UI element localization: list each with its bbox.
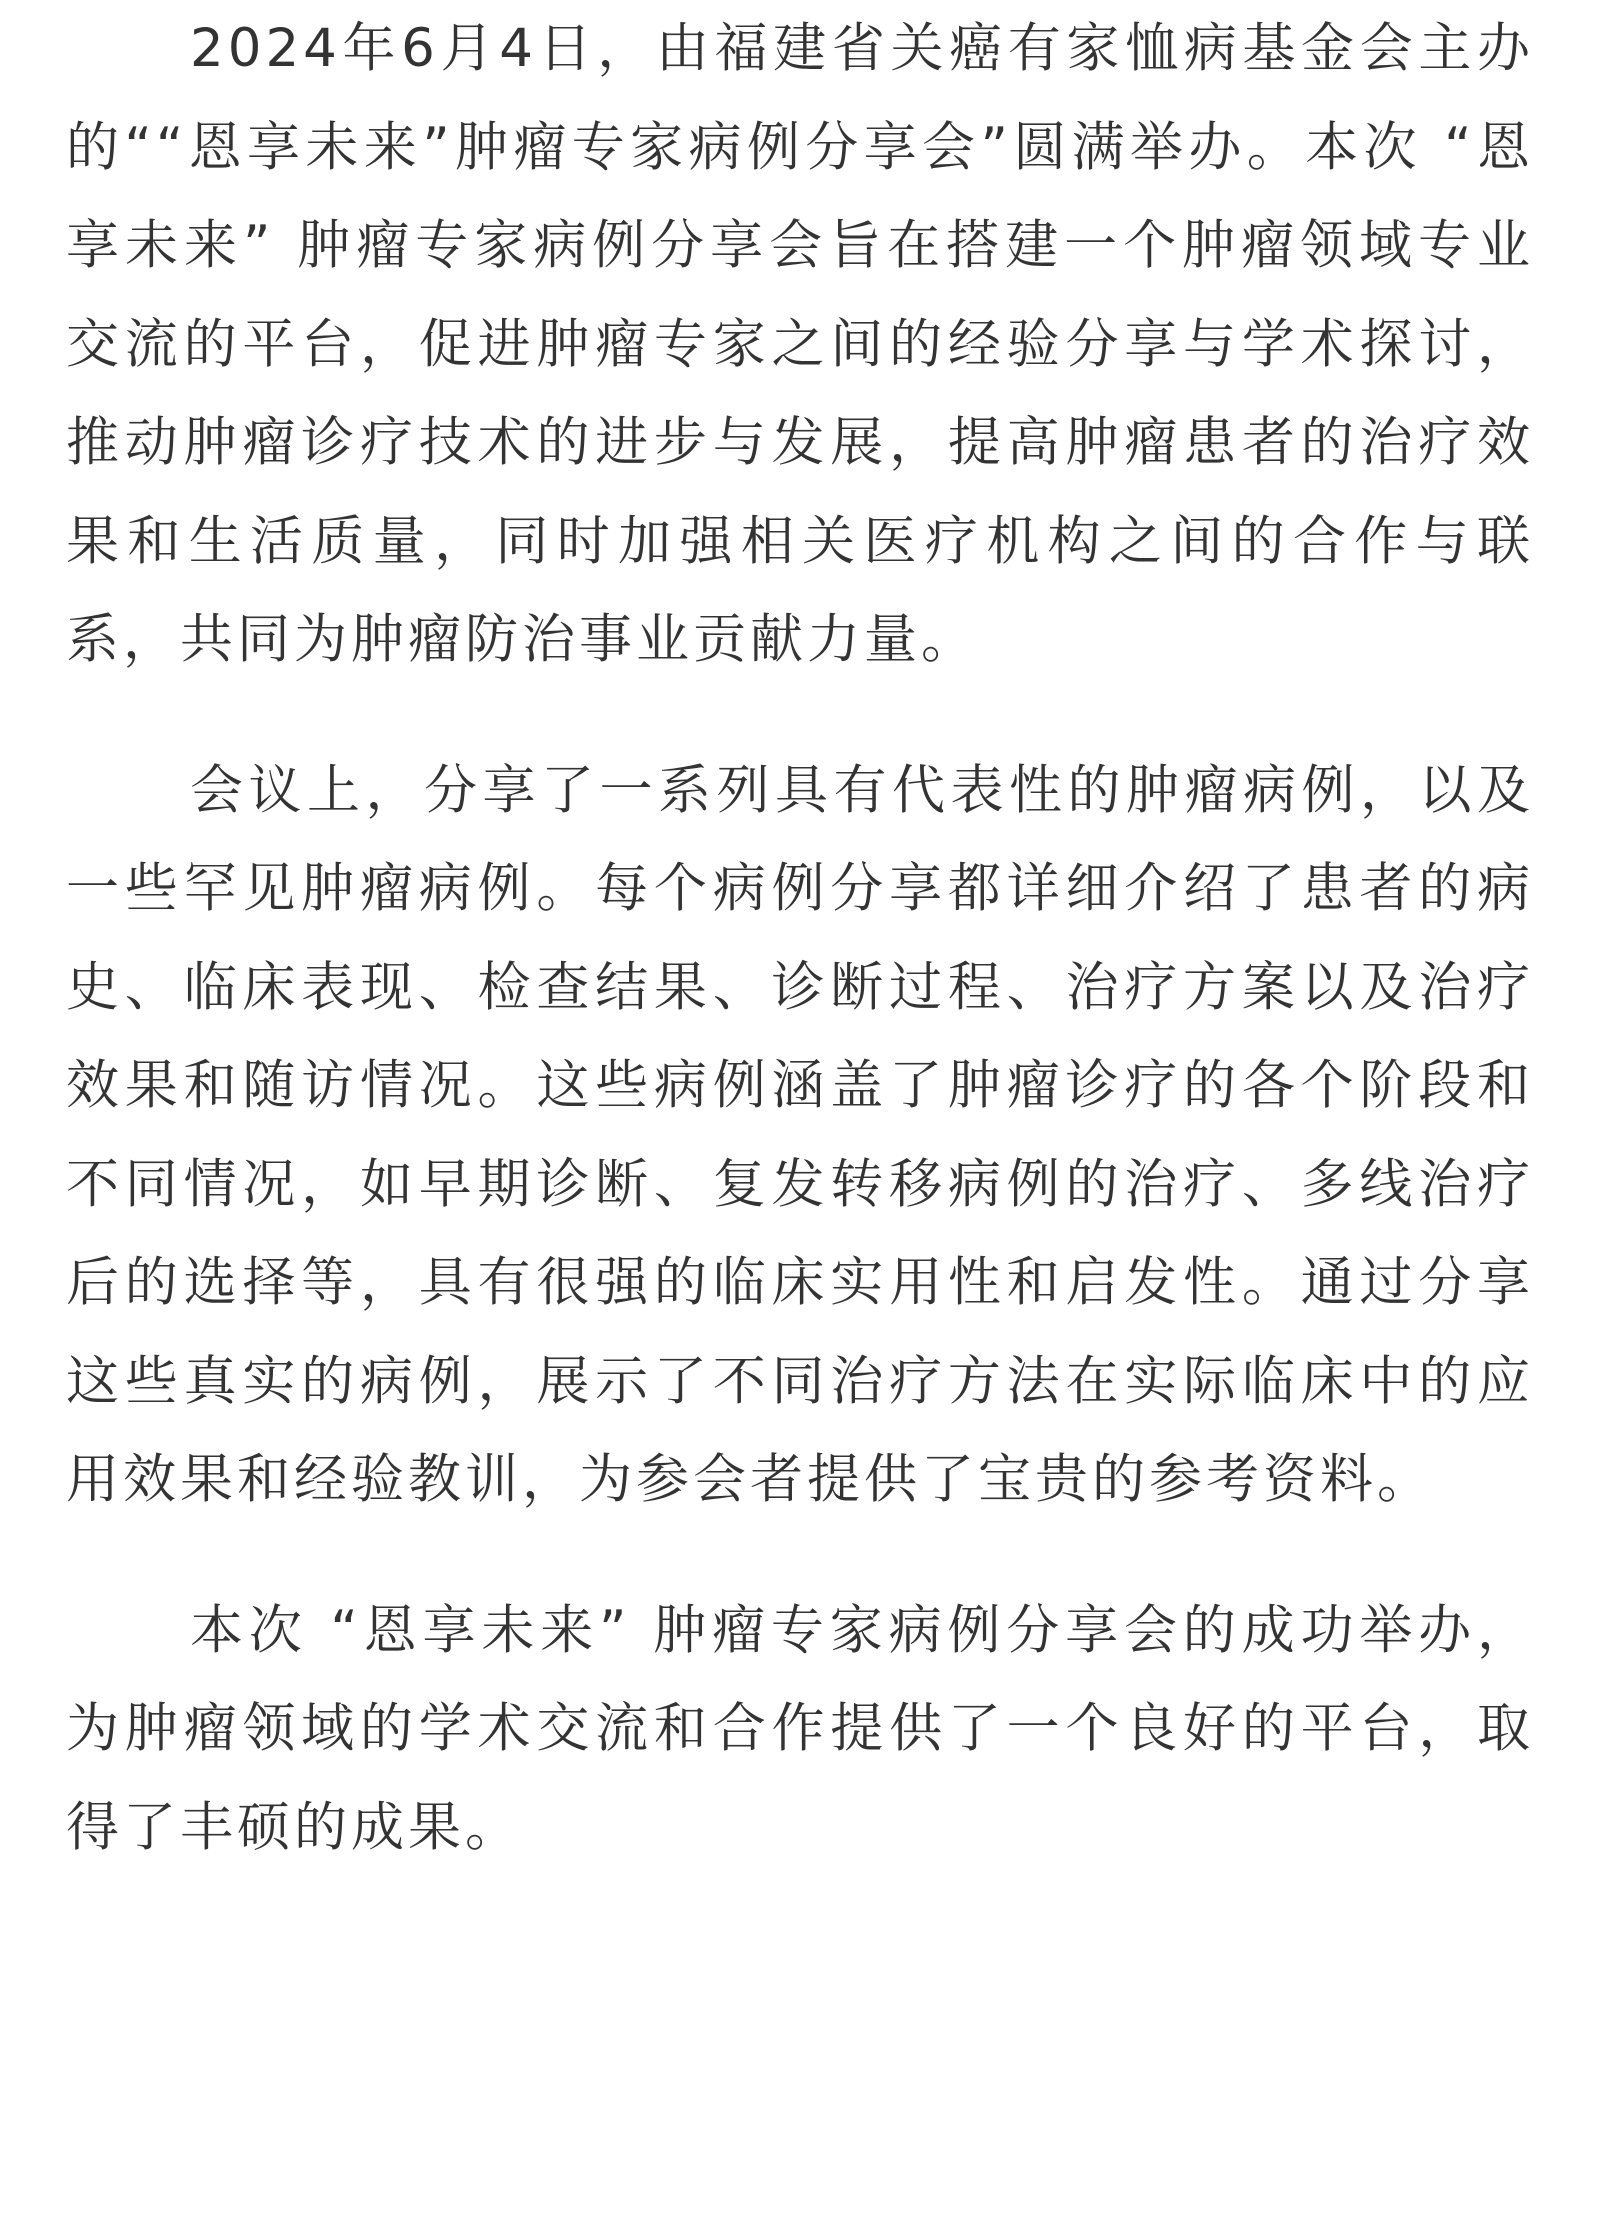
article-body [66, 0, 1534, 1877]
paragraph-conclusion: 本次 “恩享未来” 肿瘤专家病例分享会的成功举办，为肿瘤领域的学术交流和合作提供了一个良好的平台，取得了丰硕的成果。 [66, 1599, 1534, 1858]
paragraph-meeting-content: 会议上，分享了一系列具有代表性的肿瘤病例，以及一些罕见肿瘤病例。每个病例分享都详细介绍了患者的病史、临床表现、检查结果、诊断过程、治疗方案以及治疗效果和随访情况。这些病例涵盖了肿瘤诊疗的各个阶段和不同情况，如早期诊断、复发转移病例的治疗、多线治疗后的选择等，具有很强的临床实用性和启发性。通过分享这些真实的病例，展示了不同治疗方法在实际临床中的应用效果和经验教训，为参会者提供了宝贵的参考资料。 [66, 759, 1534, 1510]
paragraph-intro: 2024年6月4日，由福建省关癌有家恤病基金会主办的““恩享未来”肿瘤专家病例分享会”圆满举办。本次 “恩享未来” 肿瘤专家病例分享会旨在搭建一个肿瘤领域专业交流的平台，促进肿瘤专家之间的经验分享与学术探讨，推动肿瘤诊疗技术的进步与发展，提高肿瘤患者的治疗效果和生活质量，同时加强相关医疗机构之间的合作与联系，共同为肿瘤防治事业贡献力量。 [66, 18, 1534, 670]
